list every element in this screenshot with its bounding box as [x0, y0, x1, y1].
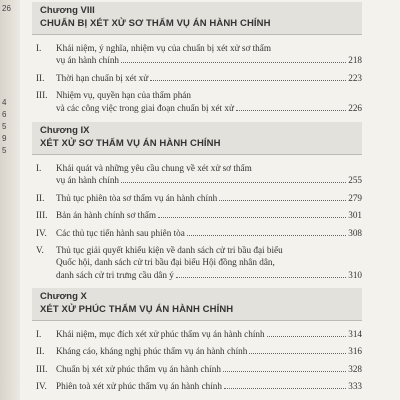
dot-leader: [187, 235, 346, 236]
entry-text-line: Thủ tục phiên tòa sơ thẩm vụ án hành chính: [56, 192, 218, 203]
entry-text-line: Kháng cáo, kháng nghị phúc thẩm vụ án hành chính: [56, 346, 248, 357]
dot-leader: [121, 182, 346, 183]
entry-text-line: và các công việc trong giai đoạn chuẩn bị xét xử: [56, 102, 234, 113]
toc-entry[interactable]: [32, 42, 362, 67]
toc-entry[interactable]: [32, 363, 362, 375]
entry-text-line: Thủ tục giải quyết khiếu kiện về danh sách cử tri bầu đại biểu: [56, 245, 283, 256]
entry-number: I.: [36, 43, 42, 53]
entry-page-number: 301: [348, 210, 362, 221]
entry-text-line: Nhiệm vụ, quyền hạn của thẩm phán: [56, 90, 191, 101]
chapter-label: Chương IX: [40, 125, 90, 136]
dot-leader: [158, 217, 346, 218]
entry-text-line: Chuẩn bị xét xử phúc thẩm vụ án hành chính: [56, 363, 221, 374]
entry-number: II.: [36, 72, 45, 83]
chapter-label: Chương X: [40, 291, 87, 302]
toc-entry[interactable]: [32, 380, 362, 392]
entry-text-line: Bản án hành chính sơ thẩm: [56, 210, 157, 221]
chapter-title: XÉT XỬ SƠ THẨM VỤ ÁN HÀNH CHÍNH: [40, 138, 221, 149]
entry-number: I.: [36, 163, 42, 173]
entry-number: II.: [36, 346, 45, 357]
entry-page-number: 333: [348, 381, 362, 392]
chapter-section: [32, 122, 362, 286]
entry-text-line: vụ án hành chính: [56, 175, 120, 186]
margin-mark: 26: [2, 4, 11, 13]
chapter-section: [32, 288, 362, 398]
toc-entry[interactable]: [32, 162, 362, 187]
chapter-header: [32, 2, 362, 35]
dot-leader: [224, 388, 346, 389]
margin-mark: 5: [2, 146, 7, 155]
previous-page-margin: [2, 0, 18, 400]
dot-leader: [219, 200, 346, 201]
dot-leader: [176, 277, 346, 278]
chapter-section: [32, 2, 362, 119]
chapter-header: [32, 288, 362, 321]
dot-leader: [236, 110, 346, 111]
entry-text-line: Thời hạn chuẩn bị xét xử: [56, 72, 149, 83]
entry-number: IV.: [36, 381, 47, 392]
margin-mark: 4: [2, 98, 7, 107]
entry-text-line: Quốc hội, danh sách cử tri bầu đại biểu Hội đồng nhân dân,: [56, 257, 275, 268]
entry-number: IV.: [36, 227, 47, 238]
entry-page-number: 314: [348, 329, 362, 339]
margin-mark: 5: [2, 122, 7, 131]
entry-number: III.: [36, 90, 48, 101]
entry-number: V.: [36, 245, 44, 256]
entry-page-number: 308: [348, 227, 362, 238]
chapter-header: [32, 122, 362, 155]
toc-entry[interactable]: [32, 244, 362, 281]
entry-text-line: Khái niệm, mục đích xét xử phúc thẩm vụ án hành chính: [56, 329, 265, 339]
entry-text-line: Phiên toà xét xử phúc thẩm vụ án hành chính: [56, 381, 222, 392]
dot-leader: [150, 80, 346, 81]
entry-page-number: 316: [348, 346, 362, 357]
toc-entry[interactable]: [32, 227, 362, 239]
dot-leader: [121, 62, 346, 63]
dot-leader: [223, 371, 346, 372]
entry-text-line: danh sách cử tri trưng cầu dân ý: [56, 269, 174, 280]
toc-entry[interactable]: [32, 345, 362, 357]
chapter-label: Chương VIII: [40, 5, 95, 16]
entry-page-number: 310: [348, 269, 362, 280]
toc-entry[interactable]: [32, 72, 362, 84]
entry-text-line: Các thủ tục tiến hành sau phiên tòa: [56, 227, 185, 238]
toc-entry[interactable]: [32, 328, 362, 340]
entry-number: III.: [36, 363, 48, 374]
margin-mark: 6: [2, 110, 7, 119]
entry-text-line: vụ án hành chính: [56, 55, 120, 66]
toc-entry[interactable]: [32, 209, 362, 221]
entry-page-number: 255: [348, 175, 362, 186]
entry-number: I.: [36, 329, 42, 339]
chapter-title: XÉT XỬ PHÚC THẨM VỤ ÁN HÀNH CHÍNH: [40, 304, 234, 315]
margin-mark: 9: [2, 134, 7, 143]
entry-page-number: 226: [348, 102, 362, 113]
entry-number: III.: [36, 210, 48, 221]
entry-text-line: Khái quát và những yêu cầu chung về xét xử sơ thẩm: [56, 163, 252, 173]
entry-page-number: 223: [348, 72, 362, 83]
entry-text-line: Khái niệm, ý nghĩa, nhiệm vụ của chuẩn bị xét xử sơ thẩm: [56, 43, 271, 53]
entry-page-number: 218: [348, 55, 362, 66]
chapter-title: CHUẨN BỊ XÉT XỬ SƠ THẨM VỤ ÁN HÀNH CHÍNH: [40, 18, 271, 29]
dot-leader: [267, 336, 347, 337]
dot-leader: [249, 353, 346, 354]
toc-entry[interactable]: [32, 192, 362, 204]
entry-page-number: 279: [348, 192, 362, 203]
entry-page-number: 328: [348, 363, 362, 374]
entry-number: II.: [36, 192, 45, 203]
toc-entry[interactable]: [32, 89, 362, 114]
